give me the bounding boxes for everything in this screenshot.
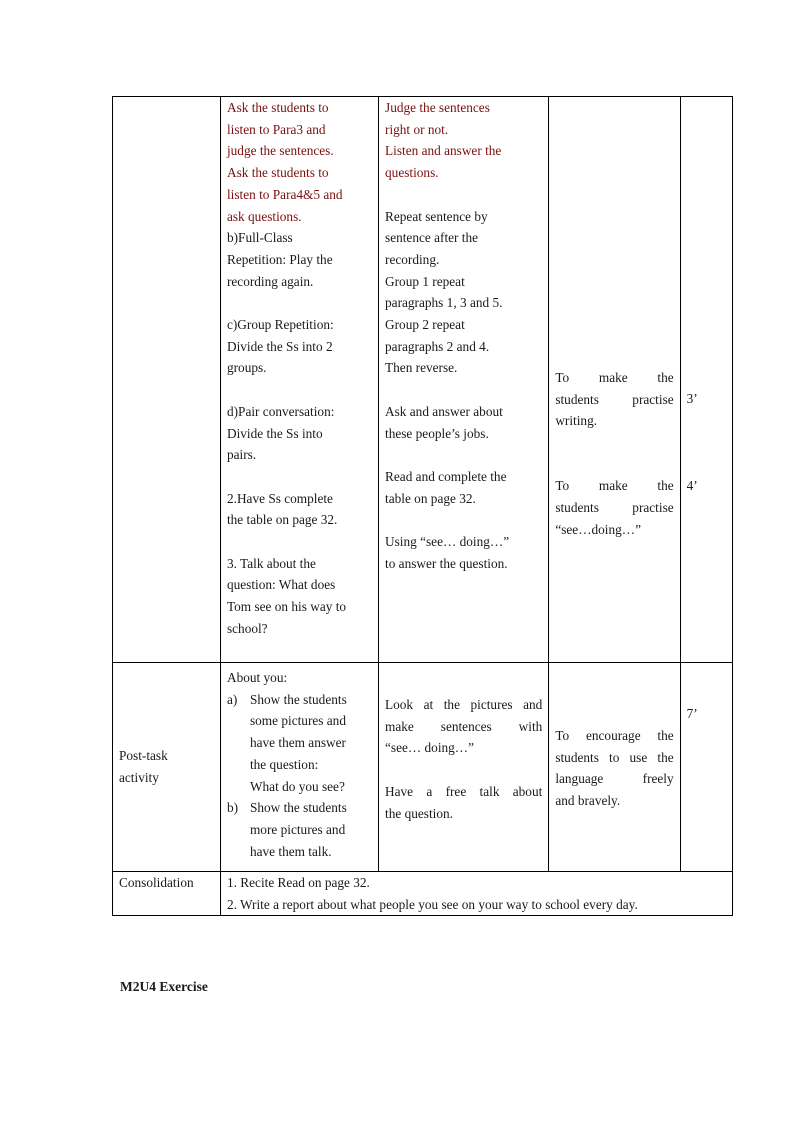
student-line: paragraphs 2 and 4. [385,338,490,354]
teacher-line: c)Group Repetition: [226,317,334,333]
purpose-line: language freely [555,771,674,787]
teacher-line: the table on page 32. [226,512,338,528]
student-line: Group 1 repeat [385,273,465,289]
consolidation-row [113,872,733,916]
list-line: have them answer [249,735,346,751]
teacher-line: groups. [226,360,267,376]
purpose-cell [549,97,680,663]
stage-label: Post-task [119,748,168,764]
list-marker: a) [226,691,238,707]
student-line: “see… doing…” [385,740,475,756]
time-value: 7’ [686,706,698,721]
student-line: table on page 32. [385,490,476,506]
time-value: 3’ [686,391,698,406]
purpose-line: and bravely. [555,793,621,809]
consolidation-item: 1. Recite Read on page 32. [226,875,370,890]
student-line: recording. [385,251,440,267]
list-line: Show the students [249,800,347,816]
lesson-plan-table [112,96,733,916]
time-cell [680,97,732,663]
list-line: have them talk. [249,843,332,859]
student-line: Have a free talk about [385,783,543,799]
teacher-line: Tom see on his way to [226,599,347,615]
student-line: Look at the pictures and [385,697,543,712]
consolidation-content-cell [220,872,732,916]
purpose-line: writing. [555,413,598,429]
teacher-line: b)Full-Class [226,230,293,246]
while-task-row [113,97,733,663]
purpose-line: students practise [555,500,674,516]
teacher-red-line: Ask the students to [226,100,329,115]
consolidation-item: 2. Write a report about what people you see on your way to school every day. [226,896,638,912]
stage-label: Consolidation [119,875,194,890]
student-line: Then reverse. [385,360,458,376]
student-line: Read and complete the [385,468,507,484]
list-marker: b) [226,800,239,816]
teacher-red-line: listen to Para4&5 and [226,186,343,202]
student-line: these people’s jobs. [385,425,489,441]
student-line: make sentences with [385,718,543,734]
list-line: more pictures and [249,821,346,837]
student-red-line: Judge the sentences [385,100,490,115]
teacher-line: d)Pair conversation: [226,403,335,419]
teacher-line: school? [226,620,268,636]
purpose-cell [549,663,680,872]
list-line: What do you see? [249,778,345,794]
teacher-line: pairs. [226,447,257,463]
purpose-line: “see…doing…” [555,521,641,537]
teacher-red-line: Ask the students to [226,165,329,181]
teacher-line: recording again. [226,273,314,289]
stage-cell-empty [113,97,221,663]
stage-cell [113,872,221,916]
student-activity-cell [379,663,549,872]
teacher-red-line: ask questions. [226,208,302,224]
stage-label: activity [119,770,159,785]
purpose-line: To make the [555,370,674,385]
teacher-line: question: What does [226,577,336,593]
teacher-line: Repetition: Play the [226,251,333,267]
purpose-line: To make the [555,478,674,494]
time-value: 4’ [686,477,698,493]
list-line: Show the students [249,691,347,707]
list-item [227,797,372,862]
student-line: Repeat sentence by [385,208,488,224]
student-activity-cell [379,97,549,663]
list-line: the question: [249,756,319,772]
teacher-line: 3. Talk about the [226,555,316,571]
student-line: paragraphs 1, 3 and 5. [385,295,503,311]
student-line: to answer the question. [385,555,508,571]
post-task-row [113,663,733,872]
teacher-red-line: judge the sentences. [226,143,334,159]
purpose-line: students to use the [555,749,674,765]
teacher-activity-cell [220,97,378,663]
list-line: some pictures and [249,713,346,729]
purpose-line: To encourage the [555,728,674,743]
teacher-line: Divide the Ss into 2 [226,338,333,354]
student-red-line: Listen and answer the [385,143,502,159]
student-red-line: questions. [385,165,439,181]
exercise-heading: M2U4 Exercise [120,979,208,994]
student-line: sentence after the [385,230,479,246]
teacher-line: 2.Have Ss complete [226,490,333,506]
student-line: the question. [385,805,453,821]
time-cell [680,663,732,872]
student-red-line: right or not. [385,121,449,137]
about-heading: About you: [226,670,288,685]
student-line: Group 2 repeat [385,317,465,333]
list-item [227,689,372,798]
teacher-red-line: listen to Para3 and [226,121,326,137]
teacher-activity-cell [220,663,378,872]
stage-cell [113,663,221,872]
student-line: Ask and answer about [385,403,503,419]
purpose-line: students practise [555,391,674,407]
teacher-line: Divide the Ss into [226,425,323,441]
student-line: Using “see… doing…” [385,534,510,549]
